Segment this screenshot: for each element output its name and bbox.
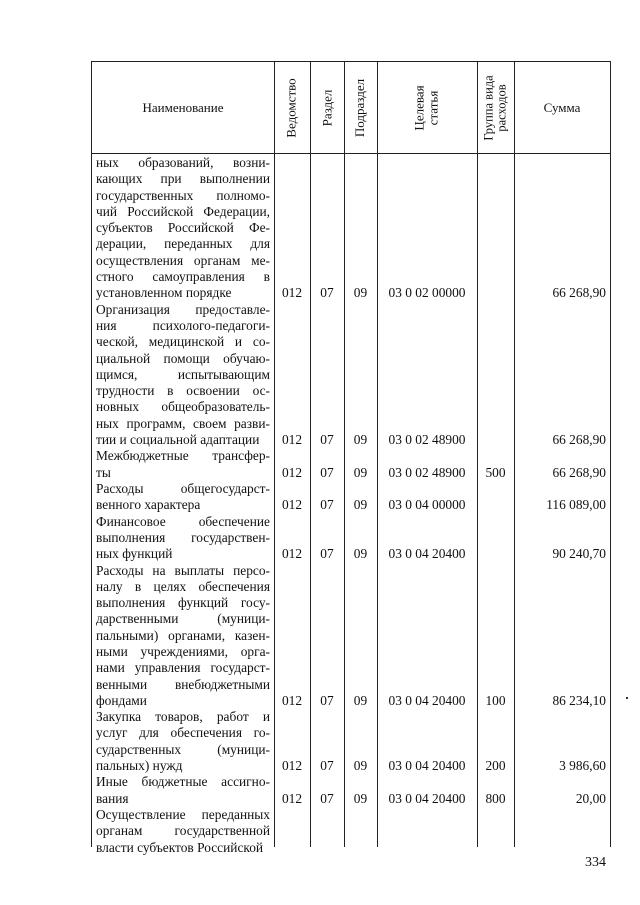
page-number: 334 bbox=[585, 855, 606, 870]
row-summa: 66 268,90 bbox=[552, 285, 606, 301]
table-row bbox=[92, 774, 610, 807]
row-name-line: Иные бюджетные ассигно- bbox=[96, 774, 270, 790]
row-name-line: осуществления органам ме- bbox=[96, 252, 270, 268]
row-name-line: государственных полномо- bbox=[96, 187, 270, 203]
row-name-line: дарственными (муници- bbox=[96, 611, 270, 627]
row-name-line: венными внебюджетными bbox=[96, 676, 270, 692]
header-name bbox=[92, 62, 274, 154]
row-celevaya: 03 0 04 20400 bbox=[388, 546, 466, 562]
row-podrazdel: 09 bbox=[353, 432, 368, 448]
row-name-line: трудности в освоении ос- bbox=[96, 383, 270, 399]
header-vedomstvo-label: Ведомство bbox=[284, 78, 299, 138]
row-celevaya: 03 0 04 00000 bbox=[388, 497, 466, 513]
row-name-line: услуг для обеспечения го- bbox=[96, 725, 270, 741]
row-razdel: 07 bbox=[320, 432, 334, 448]
row-vedomstvo: 012 bbox=[281, 546, 303, 562]
row-podrazdel: 09 bbox=[353, 790, 368, 806]
row-name-line: ных образований, возни- bbox=[96, 155, 270, 170]
row-gruppa: 200 bbox=[485, 758, 506, 774]
row-name-line: Финансовое обеспечение bbox=[96, 513, 270, 529]
header-razdel-label: Раздел bbox=[319, 89, 334, 127]
row-name bbox=[96, 302, 270, 449]
row-name-line: власти субъектов Российской bbox=[96, 839, 264, 855]
row-podrazdel: 09 bbox=[353, 464, 368, 480]
header-razdel bbox=[310, 62, 344, 154]
row-name-line: Расходы на выплаты персо- bbox=[96, 562, 270, 578]
row-vedomstvo: 012 bbox=[281, 285, 303, 301]
row-name-line: Закупка товаров, работ и bbox=[96, 709, 270, 725]
row-podrazdel: 09 bbox=[353, 546, 368, 562]
header-celevaya bbox=[377, 62, 477, 154]
row-name-line: субъектов Российской Фе- bbox=[96, 220, 270, 236]
header-summa-label: Сумма bbox=[543, 100, 581, 115]
row-gruppa: 800 bbox=[485, 790, 506, 806]
row-name-line: нами управления государст- bbox=[96, 660, 270, 676]
header-podrazdel bbox=[344, 62, 377, 154]
row-name-line: выполнения государствен- bbox=[96, 529, 270, 545]
header-celevaya-line1: Целевая bbox=[411, 85, 427, 131]
row-name-line: ты bbox=[96, 464, 111, 480]
row-celevaya: 03 0 02 48900 bbox=[388, 432, 466, 448]
row-name-line: кающих при выполнении bbox=[96, 171, 270, 187]
row-name-line: пальных) нужд bbox=[96, 758, 183, 774]
row-vedomstvo: 012 bbox=[281, 497, 303, 513]
row-celevaya: 03 0 04 20400 bbox=[388, 758, 466, 774]
row-summa: 66 268,90 bbox=[552, 432, 606, 448]
row-name bbox=[96, 155, 270, 302]
row-summa: 20,00 bbox=[575, 790, 606, 806]
scan-speck bbox=[626, 697, 628, 699]
row-name bbox=[96, 448, 270, 481]
row-name bbox=[96, 514, 270, 563]
row-gruppa: 500 bbox=[485, 464, 506, 480]
header-gruppa-line1: Группа вида bbox=[481, 75, 496, 141]
row-summa: 116 089,00 bbox=[546, 497, 606, 513]
row-razdel: 07 bbox=[320, 758, 334, 774]
row-name-line: чий Российской Федерации, bbox=[96, 203, 270, 219]
row-name bbox=[96, 481, 270, 514]
row-name-line: сударственных (муници- bbox=[96, 741, 270, 757]
row-name-line: Межбюджетные трансфер- bbox=[96, 448, 270, 464]
row-summa: 90 240,70 bbox=[552, 546, 606, 562]
row-vedomstvo: 012 bbox=[281, 758, 303, 774]
row-vedomstvo: 012 bbox=[281, 432, 303, 448]
header-celevaya-line2: статья bbox=[425, 90, 441, 126]
row-podrazdel: 09 bbox=[353, 758, 368, 774]
row-name-line: щимся, испытывающим bbox=[96, 366, 270, 382]
header-gruppa bbox=[477, 62, 514, 154]
row-summa: 86 234,10 bbox=[552, 692, 606, 708]
row-vedomstvo: 012 bbox=[281, 692, 303, 708]
row-name-line: тии и социальной адаптации bbox=[96, 432, 260, 448]
row-razdel: 07 bbox=[320, 497, 334, 513]
row-name-line: налу в целях обеспечения bbox=[96, 578, 270, 594]
table-row bbox=[92, 302, 610, 449]
header-celevaya-label bbox=[413, 85, 441, 130]
row-podrazdel: 09 bbox=[353, 285, 368, 301]
row-celevaya: 03 0 04 20400 bbox=[388, 790, 466, 806]
header-gruppa-label bbox=[483, 75, 509, 140]
row-name-line: ными учреждениями, орга- bbox=[96, 643, 270, 659]
header-gruppa-line2: расходов bbox=[494, 84, 509, 132]
row-name-line: установленном порядке bbox=[96, 285, 232, 301]
row-name-line: вания bbox=[96, 790, 129, 806]
table-row bbox=[92, 563, 610, 710]
row-vedomstvo: 012 bbox=[281, 790, 303, 806]
table-row bbox=[92, 807, 610, 856]
row-vedomstvo: 012 bbox=[281, 464, 303, 480]
row-gruppa: 100 bbox=[485, 692, 506, 708]
row-name-line: фондами bbox=[96, 692, 147, 708]
row-name-line: пальными) органами, казен- bbox=[96, 627, 270, 643]
row-name-line: Организация предоставле- bbox=[96, 301, 270, 317]
row-summa: 66 268,90 bbox=[552, 464, 606, 480]
row-razdel: 07 bbox=[320, 692, 334, 708]
row-name-line: ных функций bbox=[96, 546, 173, 562]
budget-table bbox=[91, 61, 611, 855]
row-name-line: ных программ, своем разви- bbox=[96, 415, 270, 431]
row-name bbox=[96, 774, 270, 807]
row-razdel: 07 bbox=[320, 285, 334, 301]
row-razdel: 07 bbox=[320, 790, 334, 806]
table-row bbox=[92, 481, 610, 514]
row-podrazdel: 09 bbox=[353, 497, 368, 513]
row-summa: 3 986,60 bbox=[559, 758, 606, 774]
row-name-line: Расходы общегосударст- bbox=[96, 481, 270, 496]
row-name-line: Осуществление переданных bbox=[96, 807, 270, 822]
row-podrazdel: 09 bbox=[353, 692, 368, 708]
row-celevaya: 03 0 02 00000 bbox=[388, 285, 466, 301]
table-row bbox=[92, 155, 610, 302]
row-razdel: 07 bbox=[320, 546, 334, 562]
row-celevaya: 03 0 04 20400 bbox=[388, 692, 466, 708]
table-row bbox=[92, 514, 610, 563]
row-name-line: органам государственной bbox=[96, 823, 270, 839]
header-vedomstvo bbox=[274, 62, 310, 154]
row-name-line: выполнения функций госу- bbox=[96, 595, 270, 611]
row-razdel: 07 bbox=[320, 464, 334, 480]
table-row bbox=[92, 448, 610, 481]
row-celevaya: 03 0 02 48900 bbox=[388, 464, 466, 480]
row-name-line: новных общеобразователь- bbox=[96, 399, 270, 415]
row-name-line: ния психолого-педагоги- bbox=[96, 317, 270, 333]
row-name-line: венного характера bbox=[96, 497, 201, 513]
row-name-line: дерации, переданных для bbox=[96, 236, 270, 252]
table-row bbox=[92, 709, 610, 774]
header-name-label: Наименование bbox=[142, 100, 224, 115]
header-summa bbox=[514, 62, 610, 154]
row-name-line: ческой, медицинской и со- bbox=[96, 334, 270, 350]
row-name-line: циальной помощи обучаю- bbox=[96, 350, 270, 366]
header-podrazdel-label: Подраздел bbox=[352, 78, 368, 138]
row-name bbox=[96, 807, 270, 856]
row-name bbox=[96, 709, 270, 774]
row-name bbox=[96, 563, 270, 710]
row-name-line: стного самоуправления в bbox=[96, 269, 270, 285]
